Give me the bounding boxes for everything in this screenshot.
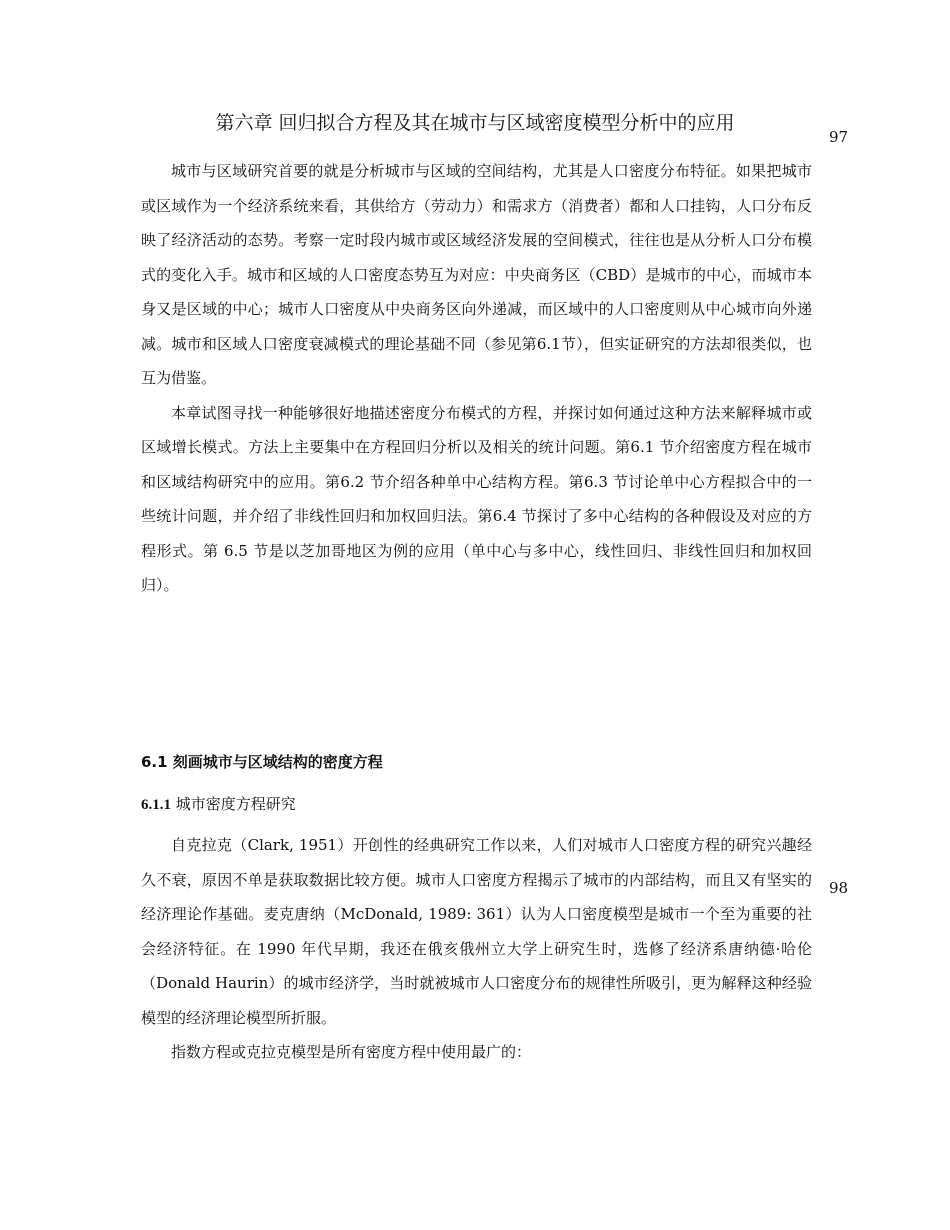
intro-section: [141, 154, 812, 603]
subsection-heading: [141, 790, 296, 819]
page-number-middle: 98: [829, 879, 849, 897]
subsection-number: 6.1.1: [141, 797, 171, 813]
section-paragraph-1: 自克拉克（Clark, 1951）开创性的经典研究工作以来，人们对城市人口密度方程的研究兴趣经久不衰，原因不单是获取数据比较方便。城市人口密度方程揭示了城市的内部结构，而且又有坚实的经济理论作基础。麦克唐纳（McDonald, 1989: 361）认为人口密度模型是城市一个至为重要的社会经济特征。在 1990 年代早期，我还在俄亥俄州立大学上研究生时，选修了经济系唐纳德·哈伦（Donald Haurin）的城市经济学，当时就被城市人口密度分布的规律性所吸引，更为解释这种经验模型的经济理论模型所折服。: [141, 836, 812, 1027]
subsection-title: 城市密度方程研究: [175, 795, 296, 813]
page-number-top: 97: [829, 128, 849, 146]
chapter-title: 第六章 回归拟合方程及其在城市与区域密度模型分析中的应用: [215, 112, 735, 134]
intro-paragraph-1: 城市与区域研究首要的就是分析城市与区域的空间结构，尤其是人口密度分布特征。如果把城市或区域作为一个经济系统来看，其供给方（劳动力）和需求方（消费者）都和人口挂钩，人口分布反映了经济活动的态势。考察一定时段内城市或区域经济发展的空间模式，往往也是从分析人口分布模式的变化入手。城市和区域的人口密度态势互为对应：中央商务区（CBD）是城市的中心，而城市本身又是区域的中心；城市人口密度从中央商务区向外递减，而区域中的人口密度则从中心城市向外递减。城市和区域人口密度衰减模式的理论基础不同（参见第6.1节），但实证研究的方法却很类似，也互为借鉴。: [141, 162, 812, 387]
section-heading: 6.1 刻画城市与区域结构的密度方程: [141, 753, 383, 771]
section-body: [141, 828, 812, 1070]
section-paragraph-2: 指数方程或克拉克模型是所有密度方程中使用最广的：: [171, 1043, 532, 1061]
intro-paragraph-2: 本章试图寻找一种能够很好地描述密度分布模式的方程，并探讨如何通过这种方法来解释城市或区域增长模式。方法上主要集中在方程回归分析以及相关的统计问题。第6.1 节介绍密度方程在城市和区域结构研究中的应用。第6.2 节介绍各种单中心结构方程。第6.3 节讨论单中心方程拟合中的一些统计问题，并介绍了非线性回归和加权回归法。第6.4 节探讨了多中心结构的各种假设及对应的方程形式。第 6.5 节是以芝加哥地区为例的应用（单中心与多中心，线性回归、非线性回归和加权回归）。: [141, 403, 812, 594]
